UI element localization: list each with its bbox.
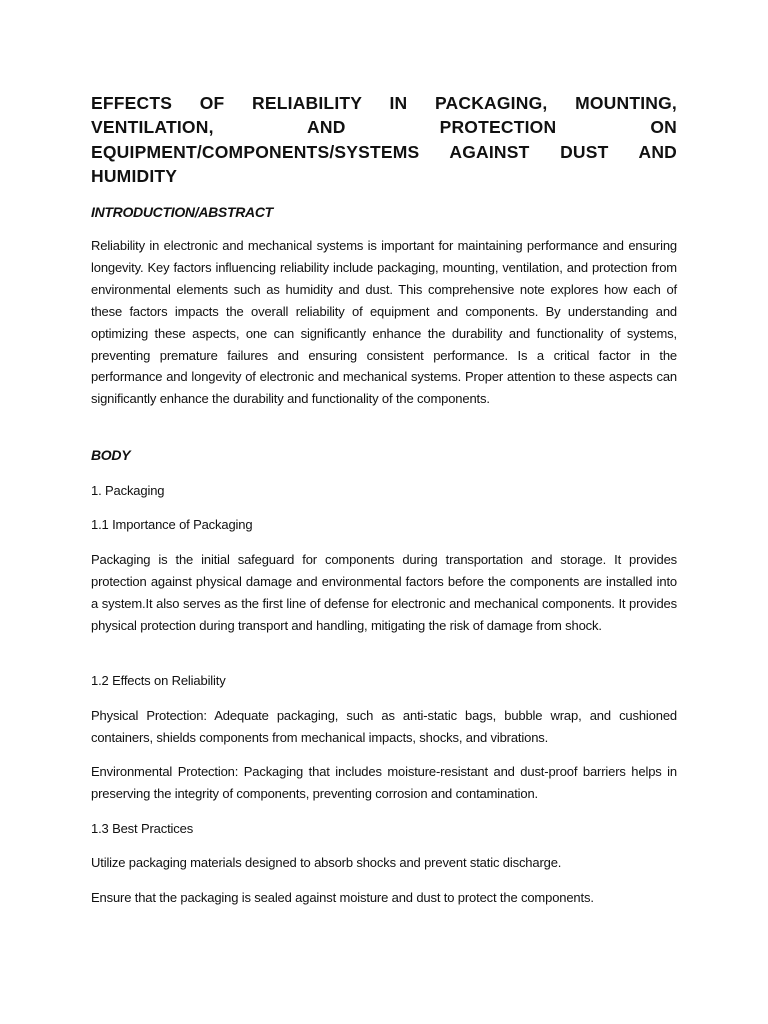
body-heading: BODY bbox=[91, 447, 131, 463]
subsection-heading-effects: 1.2 Effects on Reliability bbox=[91, 673, 226, 688]
environmental-protection-paragraph: Environmental Protection: Packaging that includes moisture-resistant and dust-proof barriers helps in preserving the integrity of components, preventing corrosion and contamination. bbox=[91, 764, 677, 801]
subsection-heading-best-practices: 1.3 Best Practices bbox=[91, 821, 194, 836]
best-practice-paragraph: Ensure that the packaging is sealed against moisture and dust to protect the components. bbox=[91, 890, 594, 905]
document-title: EFFECTS OF RELIABILITY IN PACKAGING, MOUNTING, VENTILATION, AND PROTECTION ON EQUIPMENT/COMPONENTS/SYSTEMS AGAINST DUST AND HUMIDITY bbox=[91, 93, 677, 186]
intro-paragraph: Reliability in electronic and mechanical systems is important for maintaining performance and ensuring longevity. Key factors influencing reliability include packaging, mounting, ventilation, and protection from environmental elements such as humidity and dust. This comprehensive note explores how each of these factors impacts the overall reliability of equipment and components. By understanding and optimizing these aspects, one can significantly enhance the durability and functionality of systems, preventing premature failures and ensuring consistent performance. Is a critical factor in the performance and longevity of electronic and mechanical systems. Proper attention to these aspects can significantly enhance the durability and functionality of the components. bbox=[91, 238, 677, 407]
intro-heading: INTRODUCTION/ABSTRACT bbox=[91, 204, 273, 220]
physical-protection-paragraph: Physical Protection: Adequate packaging, such as anti-static bags, bubble wrap, and cushioned containers, shields components from mechanical impacts, shocks, and vibrations. bbox=[91, 708, 677, 745]
importance-paragraph: Packaging is the initial safeguard for components during transportation and storage. It provides protection against physical damage and environmental factors before the components are installed into a system.It also serves as the first line of defense for electronic and mechanical components. It provides physical protection during transport and handling, mitigating the risk of damage from shock. bbox=[91, 552, 677, 633]
subsection-heading-importance: 1.1 Importance of Packaging bbox=[91, 517, 253, 532]
best-practice-paragraph: Utilize packaging materials designed to absorb shocks and prevent static discharge. bbox=[91, 855, 562, 870]
section-heading-packaging: 1. Packaging bbox=[91, 483, 165, 498]
